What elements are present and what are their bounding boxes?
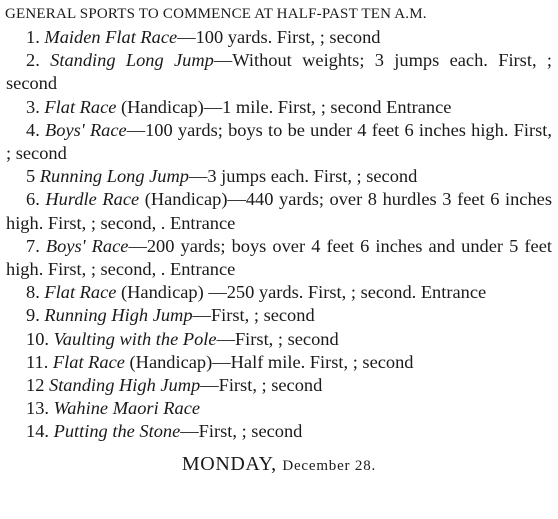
event-title: Boys' Race [45, 235, 129, 256]
event-title: Vaulting with the Pole [53, 328, 217, 349]
event-item [6, 397, 552, 420]
event-details: (Handicap)—Half mile. First, ; second [124, 351, 414, 372]
event-details: (Handicap)—1 mile. First, ; second Entrance [116, 96, 452, 117]
event-item [6, 281, 552, 304]
event-details: —First, ; second [216, 328, 339, 349]
event-list [6, 26, 552, 444]
event-title: Flat Race [44, 96, 117, 117]
event-item [6, 328, 552, 351]
event-details: —100 yards; boys to be under 4 feet 6 inches high. First, ; second [6, 119, 552, 164]
event-item [6, 374, 552, 397]
event-title: Running High Jump [44, 305, 193, 326]
event-item [6, 119, 552, 165]
event-details: —100 yards. First, ; second [177, 27, 381, 47]
event-details: —200 yards; boys over 4 feet 6 inches and under 5 feet high. First, ; second, . Entrance [6, 235, 552, 280]
event-item [6, 235, 552, 281]
date-text: December 28. [282, 457, 377, 474]
event-title: Maiden Flat Race [44, 27, 178, 47]
event-title: Running Long Jump [39, 166, 189, 187]
event-number: 2. [26, 50, 40, 71]
event-item [6, 351, 552, 374]
event-number: 12 [26, 375, 45, 396]
event-number: 9. [26, 305, 40, 326]
event-item [6, 420, 552, 443]
event-item [6, 304, 552, 327]
event-number: 4. [26, 119, 40, 140]
event-details: (Handicap)—440 yards; over 8 hurdles 3 feet 6 inches high. First, ; second, . Entrance [6, 189, 552, 233]
event-title: Putting the Stone [53, 421, 181, 442]
event-title: Boys' Race [45, 119, 127, 140]
event-number: 13. [26, 398, 49, 419]
event-details: —First, ; second [180, 421, 303, 442]
event-title: Wahine Maori Race [53, 398, 201, 419]
event-title: Standing High Jump [49, 375, 201, 396]
event-number: 1. [26, 27, 40, 47]
event-item [6, 49, 552, 95]
event-item [6, 188, 552, 234]
event-title: Hurdle Race [45, 189, 140, 210]
event-item [6, 26, 552, 49]
event-number: 11. [26, 351, 49, 372]
event-number: 14. [26, 421, 49, 442]
event-number: 7. [26, 235, 40, 256]
date-heading [6, 452, 552, 478]
date-weekday: MONDAY, [181, 452, 277, 475]
event-title: Flat Race [44, 282, 117, 303]
event-number: 10. [26, 328, 49, 349]
event-details: —Without weights; 3 jumps each. First, ; second [6, 50, 552, 94]
sports-heading: GENERAL SPORTS TO COMMENCE AT HALF-PAST TEN A.M. [5, 6, 427, 22]
event-title: Flat Race [52, 351, 125, 372]
event-details: (Handicap) —250 yards. First, ; second. Entrance [116, 282, 487, 303]
event-number: 3. [26, 96, 40, 117]
event-details: —First, ; second [200, 375, 323, 396]
event-number: 5 [26, 166, 36, 187]
event-details: —First, ; second [192, 305, 315, 326]
event-item [6, 96, 552, 119]
event-title: Standing Long Jump [50, 50, 214, 71]
event-number: 6. [26, 189, 40, 210]
event-number: 8. [26, 282, 40, 303]
event-details: —3 jumps each. First, ; second [188, 166, 418, 187]
event-item [6, 165, 552, 188]
